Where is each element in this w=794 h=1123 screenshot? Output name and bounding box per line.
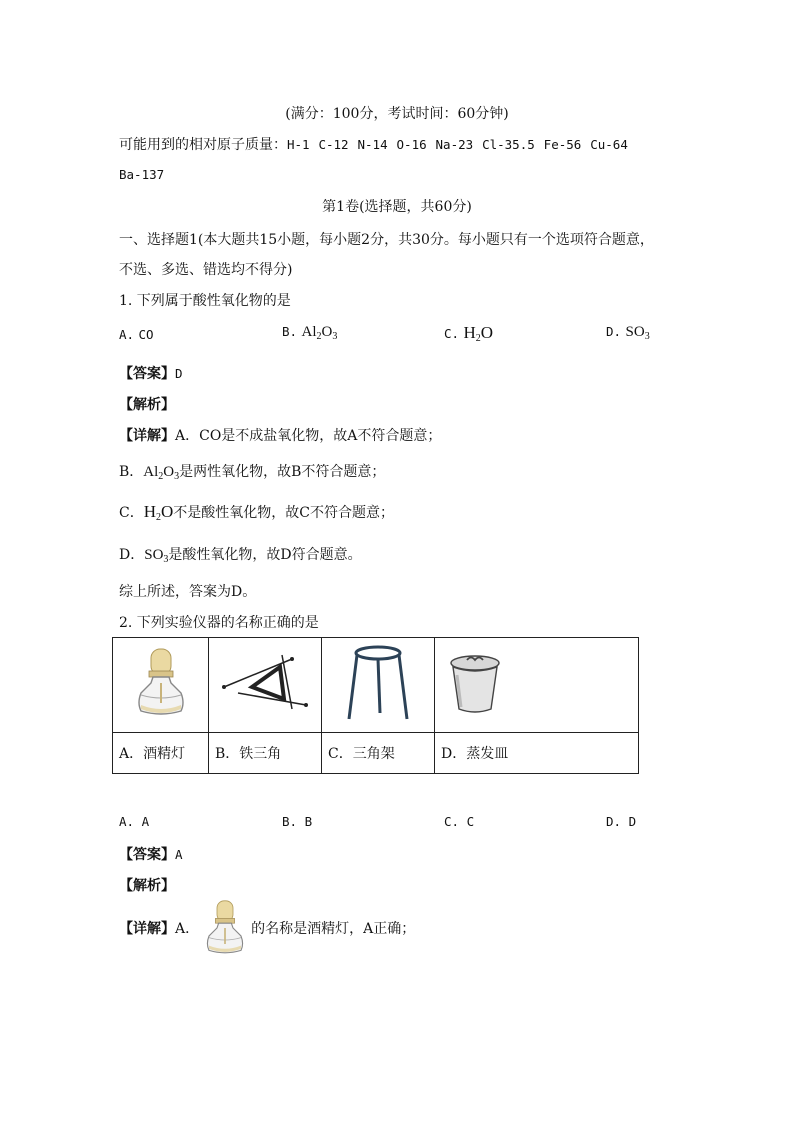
q1-detail-c: C．$H_2O$不是酸性氧化物，故C不符合题意； [119, 502, 394, 523]
equipment-cell-d [435, 638, 639, 733]
atomic-mass-line [119, 134, 628, 154]
q1-option-c [444, 323, 493, 344]
q1-detail-b-formula: $Al_2O_3$ [143, 464, 180, 482]
atomic-mass-na: Na-23 [435, 137, 474, 152]
equipment-cell-a [113, 638, 209, 733]
exam-info: (满分：100分，考试时间：60分钟) [285, 106, 509, 122]
q2-detail-prefix: A． [175, 921, 200, 937]
atomic-mass-h: H-1 [287, 137, 310, 152]
q2-detail-rest: 的名称是酒精灯，A正确； [251, 921, 416, 937]
alcohol-lamp-icon [199, 896, 251, 960]
q2-option-b: B. B [282, 814, 313, 829]
q1-summary: 综上所述，答案为D。 [119, 584, 257, 600]
q1-option-d [606, 324, 650, 342]
q2-option-d: D. D [606, 814, 637, 829]
q2-detail-tag: 【详解】 [119, 921, 175, 937]
atomic-mass-ba: Ba-137 [119, 167, 165, 182]
q2-answer-value: A [175, 847, 183, 862]
q1-detail-a [119, 425, 441, 445]
q1-option-a-label: A. [119, 327, 135, 342]
q1-option-d-formula: $SO_3$ [625, 324, 650, 342]
q1-option-c-formula: $H_2O$ [463, 323, 494, 344]
atomic-mass-o: O-16 [396, 137, 427, 152]
atomic-mass-cu: Cu-64 [590, 137, 628, 152]
q1-analysis-tag: 【解析】 [119, 397, 175, 413]
q2-answer-tag: 【答案】 [119, 847, 175, 863]
q2-stem: 2. 下列实验仪器的名称正确的是 [119, 615, 319, 631]
q1-detail-d: D．$SO_3$是酸性氧化物，故D符合题意。 [119, 547, 362, 565]
q1-option-d-label: D. [606, 324, 622, 339]
alcohol-lamp-icon [131, 711, 191, 727]
tripod-icon [343, 711, 413, 727]
atomic-mass-n: N-14 [357, 137, 388, 152]
q1-option-b [282, 324, 337, 342]
atomic-mass-c: C-12 [318, 137, 349, 152]
equipment-label-b: B．铁三角 [209, 733, 322, 774]
pipe-clay-triangle-icon [220, 701, 310, 717]
equipment-cell-c [322, 638, 435, 733]
atomic-mass-cl: Cl-35.5 [482, 137, 535, 152]
q1-stem: 1. 下列属于酸性氧化物的是 [119, 293, 291, 309]
crucible-icon [447, 703, 503, 719]
equipment-label-d: D．蒸发皿 [435, 733, 639, 774]
q1-detail-tag: 【详解】 [119, 428, 175, 444]
section-instructions-line1: 一、选择题1(本大题共15小题，每小题2分，共30分。每小题只有一个选项符合题意， [119, 232, 654, 248]
q1-option-a-text: CO [138, 327, 154, 342]
q1-answer [119, 363, 183, 383]
equipment-cell-b [209, 638, 322, 733]
equipment-label-a: A．酒精灯 [113, 733, 209, 774]
q1-answer-value: D [175, 366, 183, 381]
q1-answer-tag: 【答案】 [119, 366, 175, 382]
q2-analysis-tag: 【解析】 [119, 878, 175, 894]
q2-option-a: A. A [119, 814, 150, 829]
equipment-label-c: C．三角架 [322, 733, 435, 774]
q1-detail-d-formula: $SO_3$ [144, 547, 169, 565]
q1-detail-b: B．$Al_2O_3$是两性氧化物，故B不符合题意； [119, 464, 386, 482]
q1-option-c-label: C. [444, 326, 460, 341]
q2-option-c: C. C [444, 814, 475, 829]
atomic-mass-fe: Fe-56 [543, 137, 582, 152]
q1-option-a [119, 327, 154, 343]
q1-option-b-formula: $Al_2O_3$ [301, 324, 338, 342]
atomic-mass-prefix: 可能用到的相对原子质量： [119, 137, 287, 153]
q1-option-b-label: B. [282, 324, 298, 339]
section-instructions-line2: 不选、多选、错选均不得分) [119, 262, 293, 278]
q1-detail-c-formula: $H_2O$ [143, 502, 174, 523]
volume-title: 第1卷(选择题，共60分) [322, 199, 472, 215]
q2-detail [119, 896, 415, 960]
equipment-table [112, 637, 639, 774]
q2-answer [119, 844, 183, 864]
q1-detail-a-text: A．CO是不成盐氧化物，故A不符合题意； [175, 428, 442, 444]
